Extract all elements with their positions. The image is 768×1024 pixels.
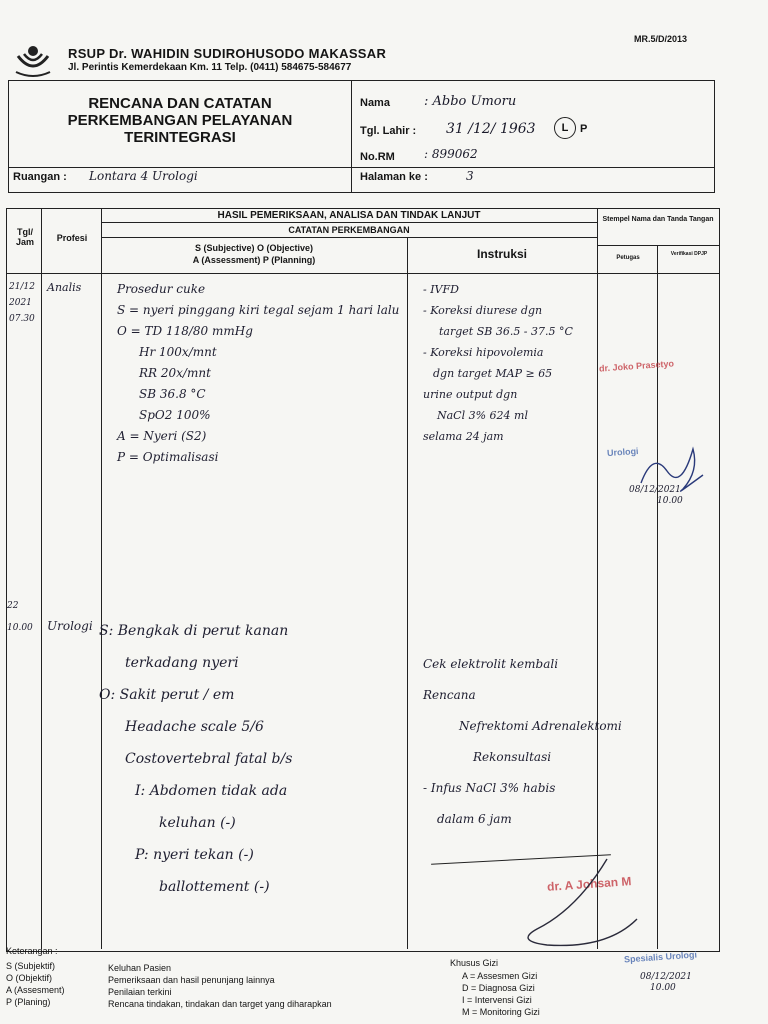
verif-stamp-bottom: Spesialis Urologi <box>623 949 698 965</box>
halaman-value: 3 <box>466 169 474 183</box>
entry-1-soap: Prosedur cuke S = nyeri pinggang kiri tegal sejam 1 hari lalu O = TD 118/80 mmHg Hr 100x/mnt RR 20x/mnt SB 36.8 °C SpO2 100% A = Nyeri (S2) P = Optimalisasi <box>117 282 400 464</box>
entry-2-signature <box>507 849 647 949</box>
norm-value: : 899062 <box>424 147 478 161</box>
entry-1-datetime: 21/12 2021 07.30 <box>9 282 35 324</box>
ruangan-box <box>8 166 352 193</box>
form-title-box <box>8 80 352 168</box>
header-hasil: HASIL PEMERIKSAAN, ANALISA DAN TINDAK LANJUT <box>217 210 481 221</box>
hospital-name: RSUP Dr. WAHIDIN SUDIROHUSODO MAKASSAR <box>68 46 387 61</box>
legend-keys: S (Subjektif) O (Objektif) A (Assesment) P (Planing) <box>6 961 65 1007</box>
ruangan-value: Lontara 4 Urologi <box>89 169 198 183</box>
gizi-items: A = Assesmen Gizi D = Diagnosa Gizi I = Intervensi Gizi M = Monitoring Gizi <box>462 971 540 1017</box>
legend-descriptions: Keluhan Pasien Pemeriksaan dan hasil penunjang lainnya Penilaian terkini Rencana tindakan, tindakan dan target yang diharapkan <box>108 963 332 1009</box>
entry-1-profesi: Analis <box>47 281 82 294</box>
tgl-lahir-value: 31 /12/ 1963 <box>446 121 536 137</box>
patient-identity-box <box>350 80 715 168</box>
header-profesi: Profesi <box>56 233 88 243</box>
progress-notes-table <box>6 208 720 952</box>
header-petugas: Petugas <box>616 255 640 261</box>
entry-2-instruksi: Cek elektrolit kembali Rencana Nefrektomi Adrenalektomi Rekonsultasi - Infus NaCl 3% habis dalam 6 jam <box>423 657 622 826</box>
halaman-label: Halaman ke : <box>360 171 428 183</box>
gender-p: P <box>580 123 588 135</box>
verif-note-bottom: 08/12/2021 10.00 <box>640 972 692 993</box>
legend-title: Keterangan : <box>6 946 58 956</box>
entry-1-instruksi: - IVFD - Koreksi diurese dgn target SB 36.5 - 37.5 °C - Koreksi hipovolemia dgn target MAP ≥ 65 urine output dgn NaCl 3% 624 ml selama 24 jam <box>423 283 573 443</box>
header-instruksi: Instruksi <box>476 247 527 261</box>
header-soap-line1: S (Subjective) O (Objective) <box>194 243 314 253</box>
hospital-address: Jl. Perintis Kemerdekaan Km. 11 Telp. (0411) 584675-584677 <box>68 62 352 73</box>
entry-2-datetime: 22 10.00 <box>7 601 33 633</box>
entry-1-verif-note: 08/12/2021 10.00 <box>629 485 683 506</box>
form-title: RENCANA DAN CATATAN PERKEMBANGAN PELAYANAN TERINTEGRASI <box>67 95 293 146</box>
header-catatan: CATATAN PERKEMBANGAN <box>288 225 410 235</box>
tgl-lahir-label: Tgl. Lahir : <box>360 125 417 137</box>
nama-label: Nama <box>360 97 390 109</box>
entry-2-profesi: Urologi <box>47 619 93 633</box>
form-code: MR.5/D/2013 <box>634 34 688 44</box>
ruangan-label: Ruangan : <box>13 171 67 183</box>
norm-label: No.RM <box>360 151 395 163</box>
gender-l-circled: L <box>554 117 576 139</box>
entry-2-soap: S: Bengkak di perut kanan terkadang nyeri O: Sakit perut / em Headache scale 5/6 Costovertebral fatal b/s I: Abdomen tidak ada keluhan (-) P: nyeri tekan (-) ballottement (-) <box>99 623 293 895</box>
header-verifikasi: Verifikasi DPJP <box>670 251 708 257</box>
entry-1-verif-stamp: Urologi <box>606 445 639 459</box>
gizi-title: Khusus Gizi <box>450 958 499 968</box>
halaman-box <box>350 166 715 193</box>
header-soap-line2: A (Assessment) P (Planning) <box>192 255 316 265</box>
nama-value: : Abbo Umoru <box>424 94 517 109</box>
hospital-logo-icon <box>12 42 54 78</box>
entry-1-petugas-stamp: dr. Joko Prasetyo <box>598 358 675 374</box>
header-stempel: Stempel Nama dan Tanda Tangan <box>602 216 714 223</box>
entry-2-petugas-stamp: dr. A Johsan M <box>546 874 632 894</box>
header-tgl-jam: Tgl/ Jam <box>15 227 34 247</box>
